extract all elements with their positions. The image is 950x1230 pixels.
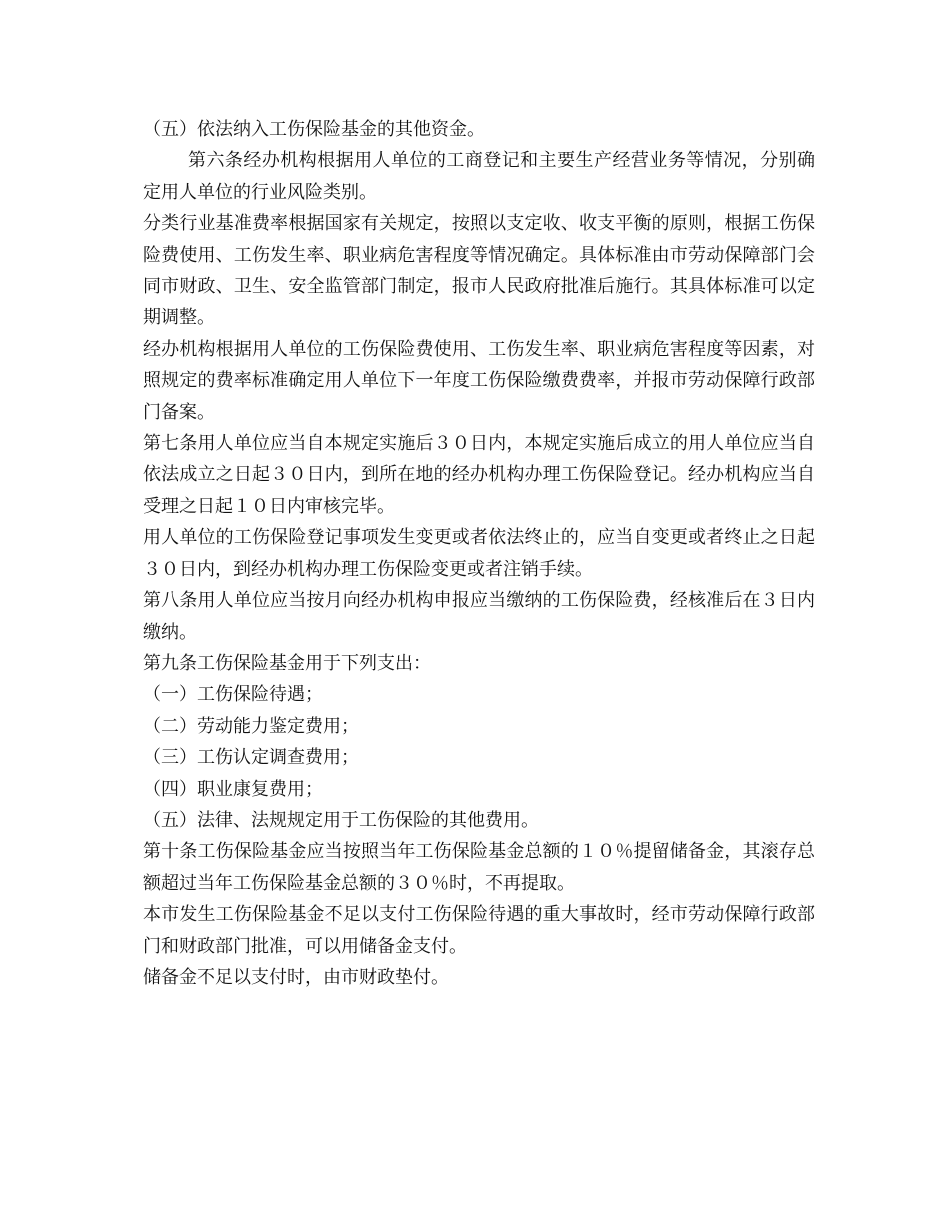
paragraph: 分类行业基准费率根据国家有关规定，按照以支定收、收支平衡的原则，根据工伤保险费使用、工伤发生率、职业病危害程度等情况确定。具体标准由市劳动保障部门会同市财政、卫生、安全监管部门制定，报市人民政府批准后施行。其具体标准可以定期调整。 bbox=[143, 213, 815, 329]
list-item: （二）劳动能力鉴定费用； bbox=[143, 715, 359, 737]
paragraph: 第七条用人单位应当自本规定实施后３０日内，本规定实施后成立的用人单位应当自依法成立之日起３０日内，到所在地的经办机构办理工伤保险登记。经办机构应当自受理之日起１０日内审核完毕。 bbox=[143, 433, 815, 517]
paragraph: 第九条工伤保险基金用于下列支出： bbox=[143, 652, 431, 674]
paragraph: 第十条工伤保险基金应当按照当年工伤保险基金总额的１０％提留储备金，其滚存总额超过当年工伤保险基金总额的３０％时，不再提取。 bbox=[143, 841, 815, 894]
list-item: （三）工伤认定调查费用； bbox=[143, 747, 359, 769]
document-body bbox=[143, 114, 815, 993]
paragraph: 第六条经办机构根据用人单位的工商登记和主要生产经营业务等情况，分别确定用人单位的行业风险类别。 bbox=[143, 150, 815, 203]
paragraph: （五）依法纳入工伤保险基金的其他资金。 bbox=[143, 119, 485, 140]
paragraph: 用人单位的工伤保险登记事项发生变更或者依法终止的，应当自变更或者终止之日起３０日内，到经办机构办理工伤保险变更或者注销手续。 bbox=[143, 527, 815, 580]
paragraph: 经办机构根据用人单位的工伤保险费使用、工伤发生率、职业病危害程度等因素，对照规定的费率标准确定用人单位下一年度工伤保险缴费费率，并报市劳动保障行政部门备案。 bbox=[143, 338, 815, 423]
list-item: （五）法律、法规规定用于工伤保险的其他费用。 bbox=[143, 809, 539, 831]
list-item: （一）工伤保险待遇； bbox=[143, 684, 323, 706]
list-item: （四）职业康复费用； bbox=[143, 778, 323, 800]
paragraph: 储备金不足以支付时，由市财政垫付。 bbox=[143, 966, 449, 988]
paragraph: 第八条用人单位应当按月向经办机构申报应当缴纳的工伤保险费，经核准后在３日内缴纳。 bbox=[143, 590, 815, 643]
paragraph: 本市发生工伤保险基金不足以支付工伤保险待遇的重大事故时，经市劳动保障行政部门和财政部门批准，可以用储备金支付。 bbox=[143, 904, 815, 957]
